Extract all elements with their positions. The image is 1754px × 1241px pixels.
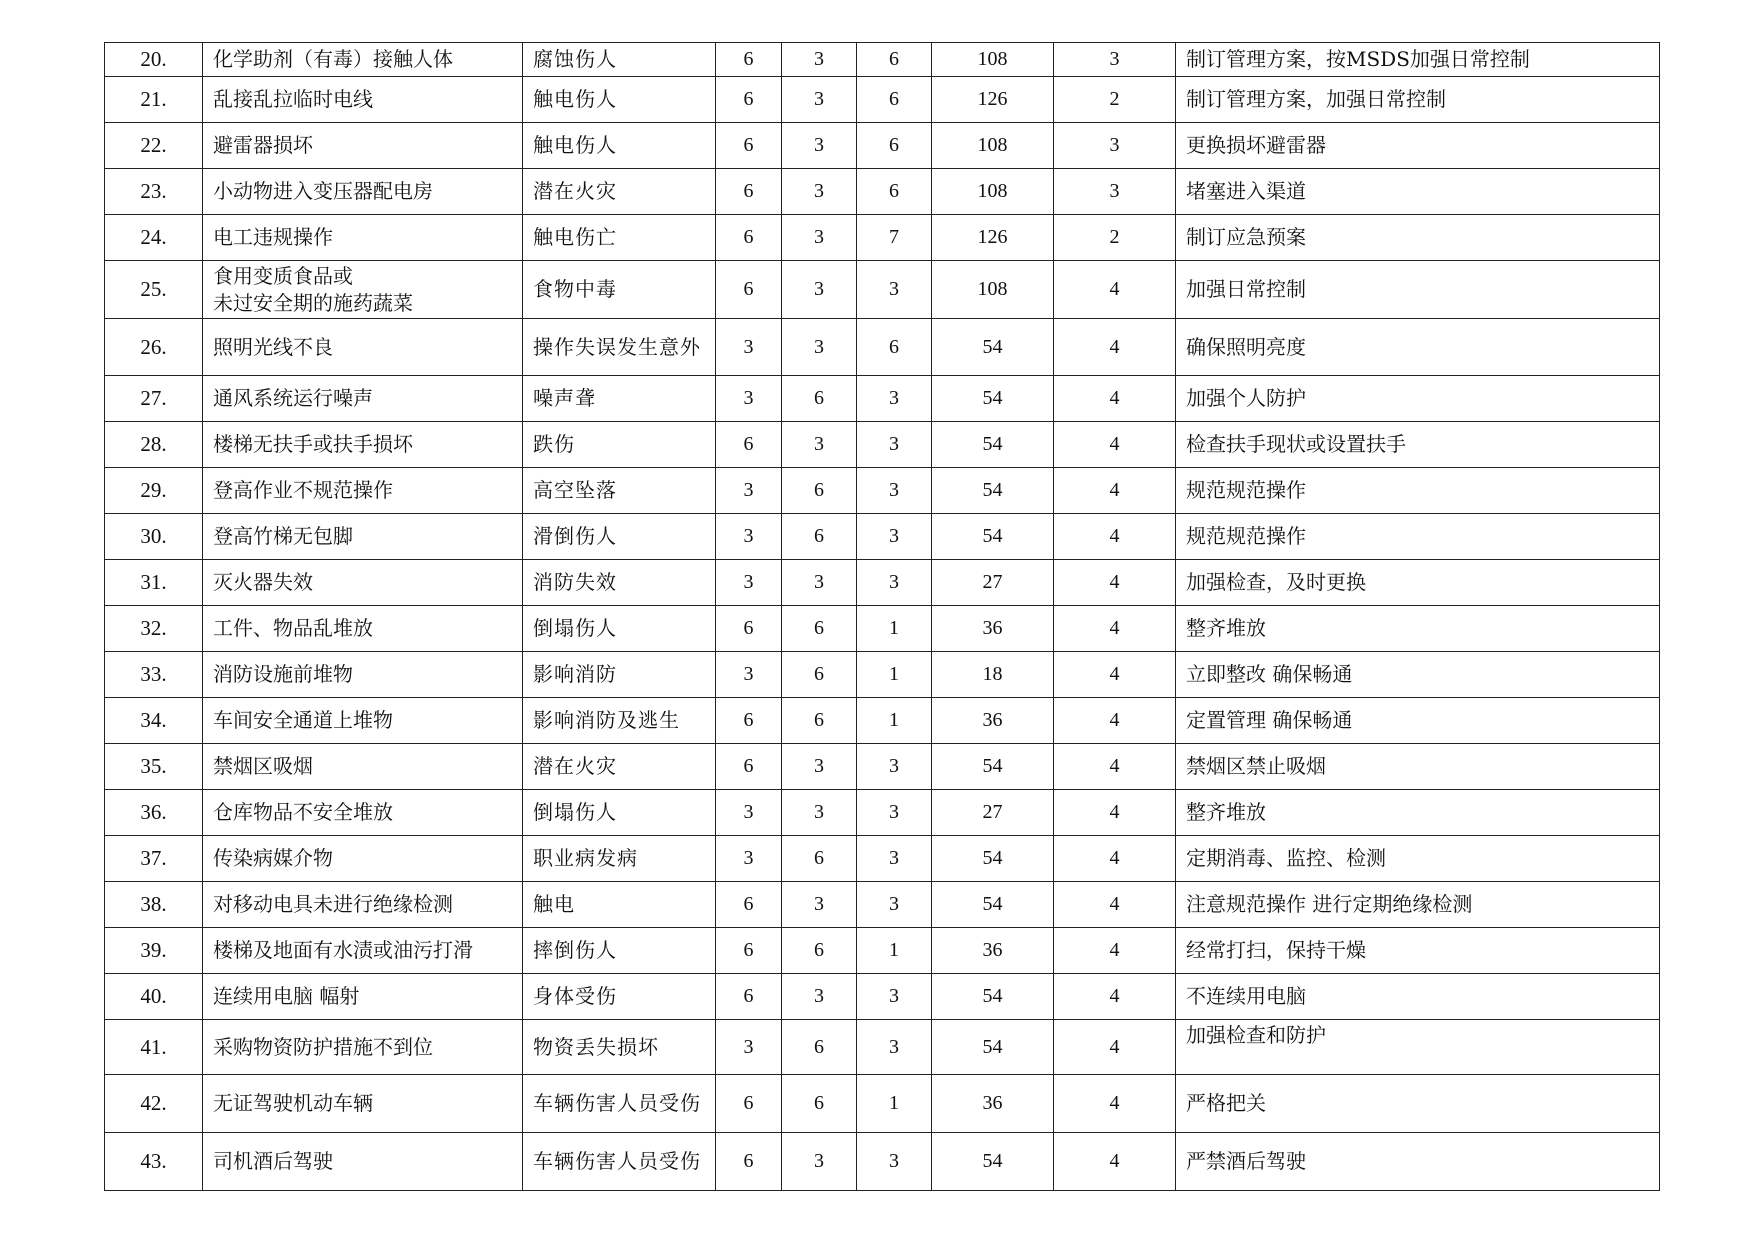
likelihood-cell: 6 — [716, 928, 782, 974]
likelihood-cell: 3 — [716, 560, 782, 606]
consequence-score-cell: 3 — [857, 1133, 932, 1191]
hazard-cell: 司机酒后驾驶 — [203, 1133, 523, 1191]
risk-level-cell: 4 — [1054, 882, 1176, 928]
exposure-cell: 6 — [782, 1020, 857, 1075]
row-number: 41. — [105, 1020, 203, 1075]
row-number: 35. — [105, 744, 203, 790]
consequence-cell: 车辆伤害人员受伤 — [523, 1133, 716, 1191]
exposure-cell: 3 — [782, 1133, 857, 1191]
row-number: 39. — [105, 928, 203, 974]
consequence-cell: 触电 — [523, 882, 716, 928]
hazard-cell: 避雷器损坏 — [203, 123, 523, 169]
risk-level-cell: 4 — [1054, 560, 1176, 606]
hazard-cell: 楼梯及地面有水渍或油污打滑 — [203, 928, 523, 974]
risk-level-cell: 4 — [1054, 376, 1176, 422]
control-measure-cell: 制订应急预案 — [1176, 215, 1660, 261]
risk-score-cell: 36 — [932, 1075, 1054, 1133]
table-row — [105, 77, 1660, 123]
control-measure-cell: 制订管理方案，按MSDS加强日常控制 — [1176, 43, 1660, 77]
table-row — [105, 1133, 1660, 1191]
control-measure-cell: 严格把关 — [1176, 1075, 1660, 1133]
risk-score-cell: 54 — [932, 1133, 1054, 1191]
table-row — [105, 376, 1660, 422]
consequence-score-cell: 6 — [857, 43, 932, 77]
consequence-cell: 车辆伤害人员受伤 — [523, 1075, 716, 1133]
consequence-score-cell: 3 — [857, 882, 932, 928]
control-measure-cell: 更换损坏避雷器 — [1176, 123, 1660, 169]
exposure-cell: 3 — [782, 422, 857, 468]
likelihood-cell: 6 — [716, 882, 782, 928]
consequence-score-cell: 3 — [857, 836, 932, 882]
exposure-cell: 6 — [782, 468, 857, 514]
control-measure-cell: 规范规范操作 — [1176, 514, 1660, 560]
table-row — [105, 123, 1660, 169]
consequence-score-cell: 7 — [857, 215, 932, 261]
consequence-cell: 噪声聋 — [523, 376, 716, 422]
table-row — [105, 928, 1660, 974]
exposure-cell: 3 — [782, 215, 857, 261]
row-number: 38. — [105, 882, 203, 928]
risk-level-cell: 3 — [1054, 169, 1176, 215]
control-measure-cell: 不连续用电脑 — [1176, 974, 1660, 1020]
exposure-cell: 3 — [782, 319, 857, 376]
row-number: 26. — [105, 319, 203, 376]
risk-level-cell: 4 — [1054, 790, 1176, 836]
row-number: 32. — [105, 606, 203, 652]
row-number: 25. — [105, 261, 203, 319]
risk-level-cell: 4 — [1054, 514, 1176, 560]
risk-score-cell: 126 — [932, 77, 1054, 123]
row-number: 24. — [105, 215, 203, 261]
likelihood-cell: 6 — [716, 698, 782, 744]
row-number: 40. — [105, 974, 203, 1020]
exposure-cell: 3 — [782, 744, 857, 790]
likelihood-cell: 3 — [716, 790, 782, 836]
risk-score-cell: 108 — [932, 169, 1054, 215]
risk-assessment-table — [104, 42, 1660, 1191]
consequence-score-cell: 3 — [857, 261, 932, 319]
table-row — [105, 606, 1660, 652]
risk-level-cell: 4 — [1054, 744, 1176, 790]
table-row — [105, 560, 1660, 606]
likelihood-cell: 3 — [716, 1020, 782, 1075]
consequence-cell: 食物中毒 — [523, 261, 716, 319]
risk-level-cell: 4 — [1054, 836, 1176, 882]
exposure-cell: 6 — [782, 836, 857, 882]
consequence-score-cell: 3 — [857, 468, 932, 514]
row-number: 21. — [105, 77, 203, 123]
consequence-score-cell: 1 — [857, 606, 932, 652]
exposure-cell: 3 — [782, 43, 857, 77]
table-row — [105, 1020, 1660, 1075]
control-measure-cell: 确保照明亮度 — [1176, 319, 1660, 376]
row-number: 23. — [105, 169, 203, 215]
risk-level-cell: 2 — [1054, 77, 1176, 123]
control-measure-cell: 规范规范操作 — [1176, 468, 1660, 514]
control-measure-cell: 制订管理方案，加强日常控制 — [1176, 77, 1660, 123]
likelihood-cell: 3 — [716, 514, 782, 560]
control-measure-cell: 定期消毒、监控、检测 — [1176, 836, 1660, 882]
risk-score-cell: 27 — [932, 790, 1054, 836]
row-number: 36. — [105, 790, 203, 836]
consequence-score-cell: 6 — [857, 169, 932, 215]
risk-level-cell: 4 — [1054, 652, 1176, 698]
consequence-score-cell: 3 — [857, 376, 932, 422]
risk-score-cell: 54 — [932, 882, 1054, 928]
likelihood-cell: 6 — [716, 261, 782, 319]
likelihood-cell: 6 — [716, 422, 782, 468]
control-measure-cell: 检查扶手现状或设置扶手 — [1176, 422, 1660, 468]
control-measure-cell: 加强日常控制 — [1176, 261, 1660, 319]
hazard-cell: 通风系统运行噪声 — [203, 376, 523, 422]
risk-level-cell: 4 — [1054, 261, 1176, 319]
consequence-cell: 影响消防 — [523, 652, 716, 698]
consequence-score-cell: 6 — [857, 77, 932, 123]
risk-score-cell: 54 — [932, 422, 1054, 468]
risk-level-cell: 4 — [1054, 974, 1176, 1020]
hazard-cell: 电工违规操作 — [203, 215, 523, 261]
control-measure-cell: 加强检查，及时更换 — [1176, 560, 1660, 606]
table-row — [105, 261, 1660, 319]
table-body — [105, 43, 1660, 1191]
row-number: 28. — [105, 422, 203, 468]
exposure-cell: 3 — [782, 123, 857, 169]
hazard-cell: 小动物进入变压器配电房 — [203, 169, 523, 215]
risk-score-cell: 108 — [932, 261, 1054, 319]
likelihood-cell: 3 — [716, 468, 782, 514]
consequence-score-cell: 3 — [857, 790, 932, 836]
exposure-cell: 3 — [782, 261, 857, 319]
table-row — [105, 169, 1660, 215]
likelihood-cell: 6 — [716, 606, 782, 652]
consequence-cell: 腐蚀伤人 — [523, 43, 716, 77]
exposure-cell: 6 — [782, 376, 857, 422]
row-number: 30. — [105, 514, 203, 560]
consequence-score-cell: 3 — [857, 974, 932, 1020]
exposure-cell: 6 — [782, 652, 857, 698]
consequence-score-cell: 3 — [857, 744, 932, 790]
risk-level-cell: 2 — [1054, 215, 1176, 261]
hazard-cell: 消防设施前堆物 — [203, 652, 523, 698]
risk-score-cell: 18 — [932, 652, 1054, 698]
risk-score-cell: 54 — [932, 514, 1054, 560]
likelihood-cell: 3 — [716, 319, 782, 376]
exposure-cell: 6 — [782, 514, 857, 560]
control-measure-cell: 禁烟区禁止吸烟 — [1176, 744, 1660, 790]
exposure-cell: 3 — [782, 77, 857, 123]
risk-level-cell: 3 — [1054, 43, 1176, 77]
risk-score-cell: 54 — [932, 319, 1054, 376]
hazard-cell: 连续用电脑 幅射 — [203, 974, 523, 1020]
hazard-cell: 无证驾驶机动车辆 — [203, 1075, 523, 1133]
table-row — [105, 422, 1660, 468]
table-row — [105, 652, 1660, 698]
consequence-cell: 消防失效 — [523, 560, 716, 606]
likelihood-cell: 6 — [716, 43, 782, 77]
control-measure-cell: 注意规范操作 进行定期绝缘检测 — [1176, 882, 1660, 928]
risk-score-cell: 108 — [932, 123, 1054, 169]
hazard-cell: 车间安全通道上堆物 — [203, 698, 523, 744]
consequence-score-cell: 3 — [857, 560, 932, 606]
consequence-cell: 操作失误发生意外 — [523, 319, 716, 376]
table-row — [105, 698, 1660, 744]
risk-score-cell: 36 — [932, 606, 1054, 652]
consequence-score-cell: 1 — [857, 1075, 932, 1133]
consequence-cell: 触电伤人 — [523, 123, 716, 169]
risk-score-cell: 108 — [932, 43, 1054, 77]
consequence-cell: 摔倒伤人 — [523, 928, 716, 974]
control-measure-cell: 定置管理 确保畅通 — [1176, 698, 1660, 744]
consequence-cell: 触电伤亡 — [523, 215, 716, 261]
risk-score-cell: 36 — [932, 928, 1054, 974]
hazard-cell: 乱接乱拉临时电线 — [203, 77, 523, 123]
consequence-cell: 滑倒伤人 — [523, 514, 716, 560]
consequence-score-cell: 1 — [857, 698, 932, 744]
likelihood-cell: 3 — [716, 836, 782, 882]
consequence-score-cell: 1 — [857, 928, 932, 974]
table-row — [105, 468, 1660, 514]
row-number: 31. — [105, 560, 203, 606]
likelihood-cell: 3 — [716, 652, 782, 698]
hazard-cell: 照明光线不良 — [203, 319, 523, 376]
risk-level-cell: 4 — [1054, 1020, 1176, 1075]
hazard-cell: 楼梯无扶手或扶手损坏 — [203, 422, 523, 468]
row-number: 33. — [105, 652, 203, 698]
likelihood-cell: 6 — [716, 1075, 782, 1133]
table-row — [105, 882, 1660, 928]
consequence-cell: 倒塌伤人 — [523, 790, 716, 836]
exposure-cell: 6 — [782, 606, 857, 652]
likelihood-cell: 6 — [716, 169, 782, 215]
table-row — [105, 744, 1660, 790]
row-number: 29. — [105, 468, 203, 514]
control-measure-cell: 堵塞进入渠道 — [1176, 169, 1660, 215]
table-row — [105, 319, 1660, 376]
consequence-cell: 影响消防及逃生 — [523, 698, 716, 744]
risk-level-cell: 4 — [1054, 468, 1176, 514]
consequence-cell: 潜在火灾 — [523, 744, 716, 790]
consequence-cell: 倒塌伤人 — [523, 606, 716, 652]
hazard-cell: 灭火器失效 — [203, 560, 523, 606]
table-row — [105, 514, 1660, 560]
row-number: 43. — [105, 1133, 203, 1191]
risk-level-cell: 4 — [1054, 606, 1176, 652]
exposure-cell: 6 — [782, 928, 857, 974]
risk-score-cell: 54 — [932, 974, 1054, 1020]
control-measure-cell: 加强检查和防护 — [1176, 1020, 1660, 1075]
consequence-score-cell: 3 — [857, 514, 932, 560]
consequence-cell: 跌伤 — [523, 422, 716, 468]
hazard-cell: 采购物资防护措施不到位 — [203, 1020, 523, 1075]
control-measure-cell: 立即整改 确保畅通 — [1176, 652, 1660, 698]
likelihood-cell: 3 — [716, 376, 782, 422]
likelihood-cell: 6 — [716, 77, 782, 123]
risk-level-cell: 4 — [1054, 319, 1176, 376]
table-row — [105, 215, 1660, 261]
row-number: 27. — [105, 376, 203, 422]
exposure-cell: 3 — [782, 974, 857, 1020]
risk-level-cell: 4 — [1054, 928, 1176, 974]
risk-level-cell: 4 — [1054, 1075, 1176, 1133]
exposure-cell: 6 — [782, 1075, 857, 1133]
consequence-cell: 物资丢失损坏 — [523, 1020, 716, 1075]
control-measure-cell: 加强个人防护 — [1176, 376, 1660, 422]
risk-score-cell: 54 — [932, 376, 1054, 422]
row-number: 42. — [105, 1075, 203, 1133]
hazard-cell: 传染病媒介物 — [203, 836, 523, 882]
exposure-cell: 3 — [782, 790, 857, 836]
likelihood-cell: 6 — [716, 744, 782, 790]
table-row — [105, 974, 1660, 1020]
consequence-cell: 职业病发病 — [523, 836, 716, 882]
hazard-cell: 化学助剂（有毒）接触人体 — [203, 43, 523, 77]
consequence-cell: 身体受伤 — [523, 974, 716, 1020]
risk-level-cell: 4 — [1054, 422, 1176, 468]
risk-score-cell: 36 — [932, 698, 1054, 744]
row-number: 37. — [105, 836, 203, 882]
hazard-cell: 禁烟区吸烟 — [203, 744, 523, 790]
hazard-cell: 仓库物品不安全堆放 — [203, 790, 523, 836]
risk-score-cell: 27 — [932, 560, 1054, 606]
exposure-cell: 3 — [782, 169, 857, 215]
control-measure-cell: 严禁酒后驾驶 — [1176, 1133, 1660, 1191]
consequence-score-cell: 6 — [857, 123, 932, 169]
risk-score-cell: 54 — [932, 1020, 1054, 1075]
likelihood-cell: 6 — [716, 215, 782, 261]
consequence-cell: 触电伤人 — [523, 77, 716, 123]
table-row — [105, 836, 1660, 882]
risk-score-cell: 126 — [932, 215, 1054, 261]
hazard-cell: 登高作业不规范操作 — [203, 468, 523, 514]
control-measure-cell: 整齐堆放 — [1176, 606, 1660, 652]
control-measure-cell: 整齐堆放 — [1176, 790, 1660, 836]
risk-score-cell: 54 — [932, 744, 1054, 790]
hazard-cell: 登高竹梯无包脚 — [203, 514, 523, 560]
hazard-cell: 对移动电具未进行绝缘检测 — [203, 882, 523, 928]
row-number: 34. — [105, 698, 203, 744]
consequence-score-cell: 6 — [857, 319, 932, 376]
consequence-score-cell: 3 — [857, 422, 932, 468]
exposure-cell: 3 — [782, 560, 857, 606]
row-number: 20. — [105, 43, 203, 77]
risk-score-cell: 54 — [932, 836, 1054, 882]
likelihood-cell: 6 — [716, 123, 782, 169]
consequence-score-cell: 1 — [857, 652, 932, 698]
table-row — [105, 1075, 1660, 1133]
table-row — [105, 43, 1660, 77]
table-row — [105, 790, 1660, 836]
risk-level-cell: 3 — [1054, 123, 1176, 169]
row-number: 22. — [105, 123, 203, 169]
control-measure-cell: 经常打扫，保持干燥 — [1176, 928, 1660, 974]
consequence-cell: 高空坠落 — [523, 468, 716, 514]
hazard-cell: 工件、物品乱堆放 — [203, 606, 523, 652]
risk-score-cell: 54 — [932, 468, 1054, 514]
hazard-cell: 食用变质食品或 未过安全期的施药蔬菜 — [203, 261, 523, 319]
likelihood-cell: 6 — [716, 1133, 782, 1191]
likelihood-cell: 6 — [716, 974, 782, 1020]
exposure-cell: 6 — [782, 698, 857, 744]
consequence-score-cell: 3 — [857, 1020, 932, 1075]
consequence-cell: 潜在火灾 — [523, 169, 716, 215]
exposure-cell: 3 — [782, 882, 857, 928]
risk-level-cell: 4 — [1054, 1133, 1176, 1191]
risk-level-cell: 4 — [1054, 698, 1176, 744]
